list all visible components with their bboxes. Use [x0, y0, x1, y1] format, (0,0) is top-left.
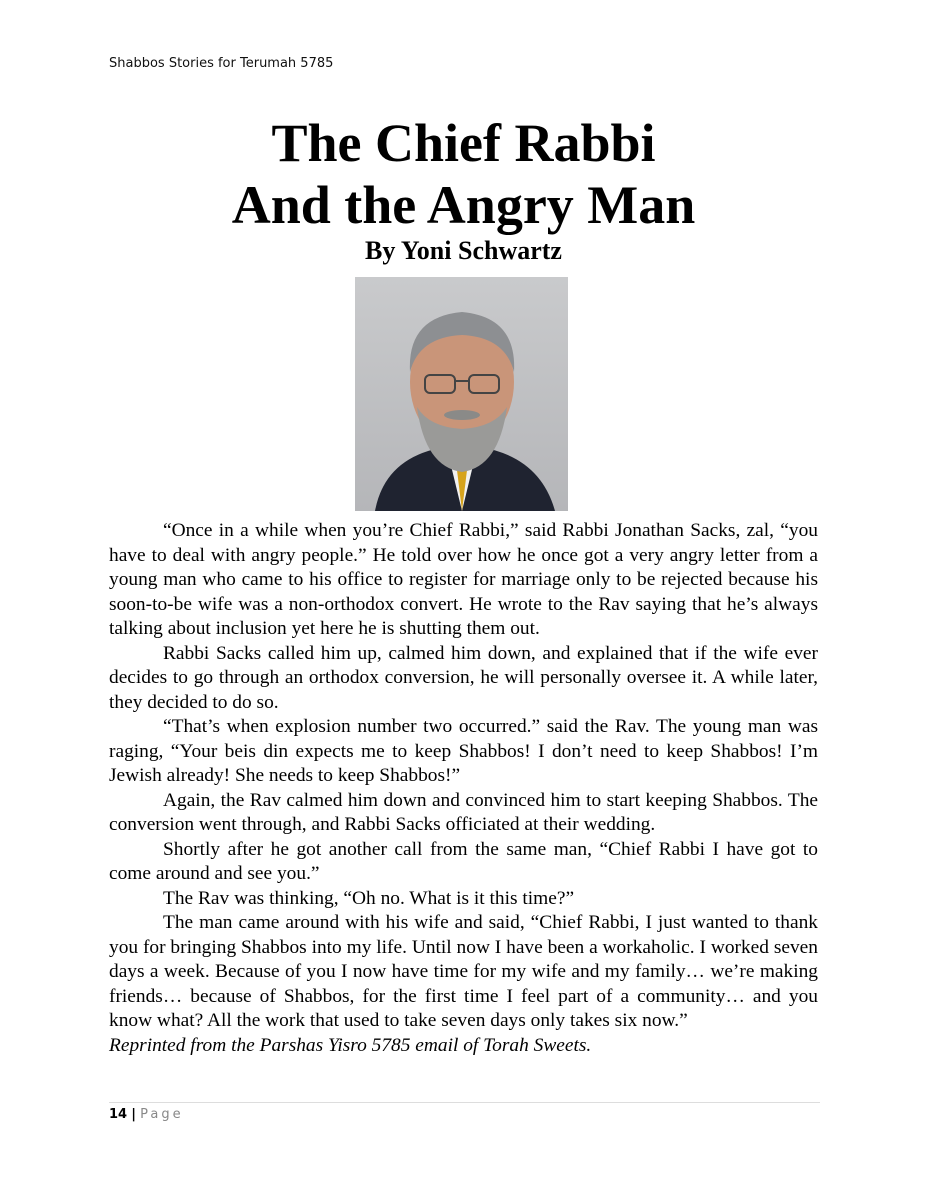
page-number: 14 [109, 1107, 128, 1122]
page-label: Page [140, 1107, 184, 1122]
title-line-2: And the Angry Man [231, 175, 696, 235]
title-line-1: The Chief Rabbi [271, 113, 656, 173]
article-body [109, 519, 818, 1058]
article-title [0, 112, 927, 236]
paragraph: “That’s when explosion number two occurred.” said the Rav. The young man was raging, “Your beis din expects me to keep Shabbos! I don’t need to keep Shabbos! I’m Jewish already! She needs to keep Shabbos!” [109, 716, 818, 786]
footer-divider [109, 1102, 820, 1103]
paragraph: The man came around with his wife and said, “Chief Rabbi, I just wanted to thank you for bringing Shabbos into my life. Until now I have been a workaholic. I worked seven days a week. Because of you I now have time for my wife and my family… we’re making friends… because of Shabbos, for the first time I feel part of a community… and you know what? All the work that used to take seven days only takes six now.” [109, 912, 818, 1031]
reprint-credit: Reprinted from the Parshas Yisro 5785 email of Torah Sweets. [109, 1034, 592, 1056]
byline: By Yoni Schwartz [365, 236, 562, 265]
page-footer [109, 1107, 184, 1122]
paragraph: Again, the Rav calmed him down and convinced him to start keeping Shabbos. The conversion went through, and Rabbi Sacks officiated at their wedding. [109, 789, 818, 835]
paragraph: Rabbi Sacks called him up, calmed him down, and explained that if the wife ever decides to go through an orthodox conversion, he will personally oversee it. A while later, they decided to do so. [109, 642, 818, 713]
running-header: Shabbos Stories for Terumah 5785 [109, 56, 334, 71]
portrait-photo [355, 277, 568, 511]
paragraph: Shortly after he got another call from the same man, “Chief Rabbi I have got to come around and see you.” [109, 838, 818, 884]
paragraph: “Once in a while when you’re Chief Rabbi,” said Rabbi Jonathan Sacks, zal, “you have to deal with angry people.” He told over how he once got a very angry letter from a young man who came to his office to register for marriage only to be rejected because his soon-to-be wife was a non-orthodox convert. He wrote to the Rav saying that he’s always talking about inclusion yet here he is shutting them out. [109, 520, 818, 639]
paragraph: The Rav was thinking, “Oh no. What is it this time?” [163, 887, 575, 909]
footer-separator: | [131, 1107, 136, 1122]
